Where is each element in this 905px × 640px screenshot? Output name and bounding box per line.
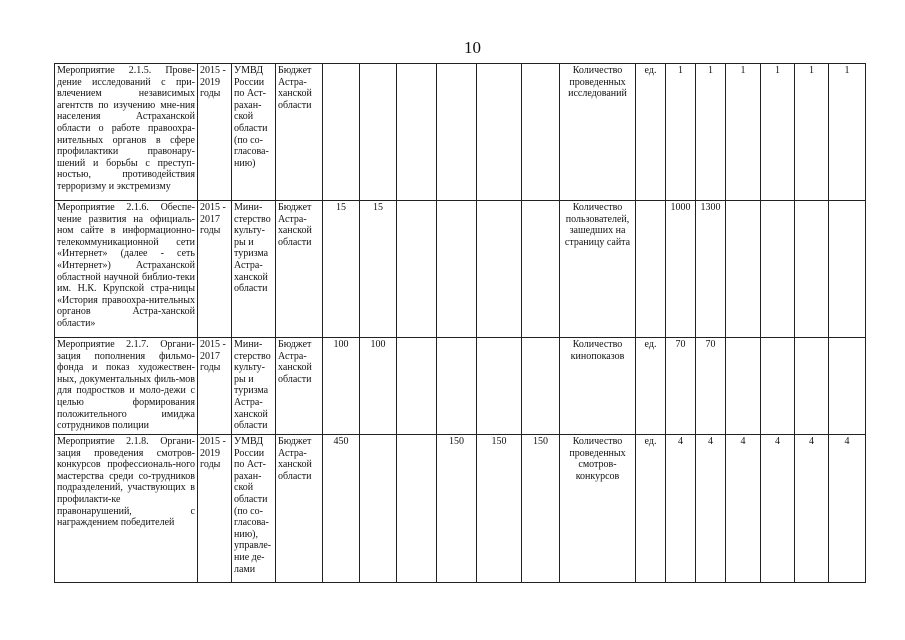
page-number: 10 [464, 38, 481, 57]
funding-amount: 150 [477, 435, 522, 583]
indicator-value [829, 201, 866, 338]
implementation-period: 2015 - 2017 годы [198, 338, 232, 435]
executor: УМВД России по Аст-рахан-ской области (по со-гласова-нию) [232, 64, 276, 201]
funding-amount [397, 64, 437, 201]
indicator-value [795, 201, 829, 338]
indicator-value: 1000 [666, 201, 696, 338]
funding-amount [397, 338, 437, 435]
indicator-value: 4 [761, 435, 795, 583]
implementation-period: 2015 - 2019 годы [198, 64, 232, 201]
indicator-value [726, 338, 761, 435]
indicator-value: 70 [696, 338, 726, 435]
indicator-value: 4 [696, 435, 726, 583]
unit-of-measure [636, 201, 666, 338]
funding-amount: 100 [323, 338, 360, 435]
measure-description: Мероприятие 2.1.5. Прове-дение исследований с при-влечением независимых агентств по изучению мне-ния населения Астраханской области о работе правоохра-нительных органов в сфере профилактики правонару-шений и борьбы с преступ-ностью, противодействия терроризму и экстремизму [55, 64, 198, 201]
indicator-value: 1 [696, 64, 726, 201]
indicator-value: 1 [726, 64, 761, 201]
executor: Мини-стерство культу-ры и туризма Астра-ханской области [232, 338, 276, 435]
indicator-value [795, 338, 829, 435]
indicator-value [761, 201, 795, 338]
measure-description: Мероприятие 2.1.6. Обеспе-чение развития на официаль-ном сайте в информационно-телекоммуникационной сети «Интернет» (далее - сеть «Интернет») Астраханской областной научной библио-теки им. Н.К. Крупской стра-ницы «История правоохра-нительных органов Астра-ханской области» [55, 201, 198, 338]
indicator-value: 70 [666, 338, 696, 435]
indicator-value: 4 [666, 435, 696, 583]
funding-amount [397, 435, 437, 583]
implementation-period: 2015 - 2017 годы [198, 201, 232, 338]
funding-amount [477, 64, 522, 201]
funding-amount [477, 201, 522, 338]
indicator-name: Количество пользователей, зашедших на страницу сайта [560, 201, 636, 338]
indicator-value: 4 [829, 435, 866, 583]
funding-amount: 450 [323, 435, 360, 583]
indicator-value [726, 201, 761, 338]
indicator-value: 4 [726, 435, 761, 583]
indicator-name: Количество проведенных смотров-конкурсов [560, 435, 636, 583]
funding-amount [397, 201, 437, 338]
indicator-value: 1300 [696, 201, 726, 338]
indicator-value: 1 [666, 64, 696, 201]
funding-source: Бюджет Астра-ханской области [276, 435, 323, 583]
table-row [55, 338, 866, 435]
table-row [55, 201, 866, 338]
indicator-value [829, 338, 866, 435]
program-measures-table [54, 63, 866, 583]
unit-of-measure: ед. [636, 435, 666, 583]
funding-amount [522, 201, 560, 338]
table-row [55, 435, 866, 583]
funding-amount [437, 64, 477, 201]
implementation-period: 2015 - 2019 годы [198, 435, 232, 583]
indicator-value [761, 338, 795, 435]
funding-amount: 15 [360, 201, 397, 338]
funding-amount [360, 64, 397, 201]
funding-amount [360, 435, 397, 583]
measure-description: Мероприятие 2.1.8. Органи-зация проведения смотров-конкурсов профессиональ-ного мастерства среди со-трудников подразделений, участвующих в профилакти-ке правонарушений, с награждением победителей [55, 435, 198, 583]
indicator-name: Количество кинопоказов [560, 338, 636, 435]
funding-source: Бюджет Астра-ханской области [276, 338, 323, 435]
executor: Мини-стерство культу-ры и туризма Астра-ханской области [232, 201, 276, 338]
funding-amount [323, 64, 360, 201]
funding-amount [522, 338, 560, 435]
indicator-value: 1 [761, 64, 795, 201]
funding-source: Бюджет Астра-ханской области [276, 64, 323, 201]
funding-amount: 150 [522, 435, 560, 583]
executor: УМВД России по Аст-рахан-ской области (по со-гласова-нию), управле-ние де-лами [232, 435, 276, 583]
funding-amount: 150 [437, 435, 477, 583]
funding-amount: 100 [360, 338, 397, 435]
indicator-value: 1 [795, 64, 829, 201]
funding-amount [437, 201, 477, 338]
funding-source: Бюджет Астра-ханской области [276, 201, 323, 338]
unit-of-measure: ед. [636, 64, 666, 201]
funding-amount [522, 64, 560, 201]
measure-description: Мероприятие 2.1.7. Органи-зация пополнения фильмо-фонда и показ художествен-ных, документальных филь-мов для подростков и моло-дежи с целью формирования положительного имиджа сотрудников полиции [55, 338, 198, 435]
table-row [55, 64, 866, 201]
unit-of-measure: ед. [636, 338, 666, 435]
indicator-name: Количество проведенных исследований [560, 64, 636, 201]
indicator-value: 4 [795, 435, 829, 583]
funding-amount [437, 338, 477, 435]
funding-amount: 15 [323, 201, 360, 338]
funding-amount [477, 338, 522, 435]
indicator-value: 1 [829, 64, 866, 201]
